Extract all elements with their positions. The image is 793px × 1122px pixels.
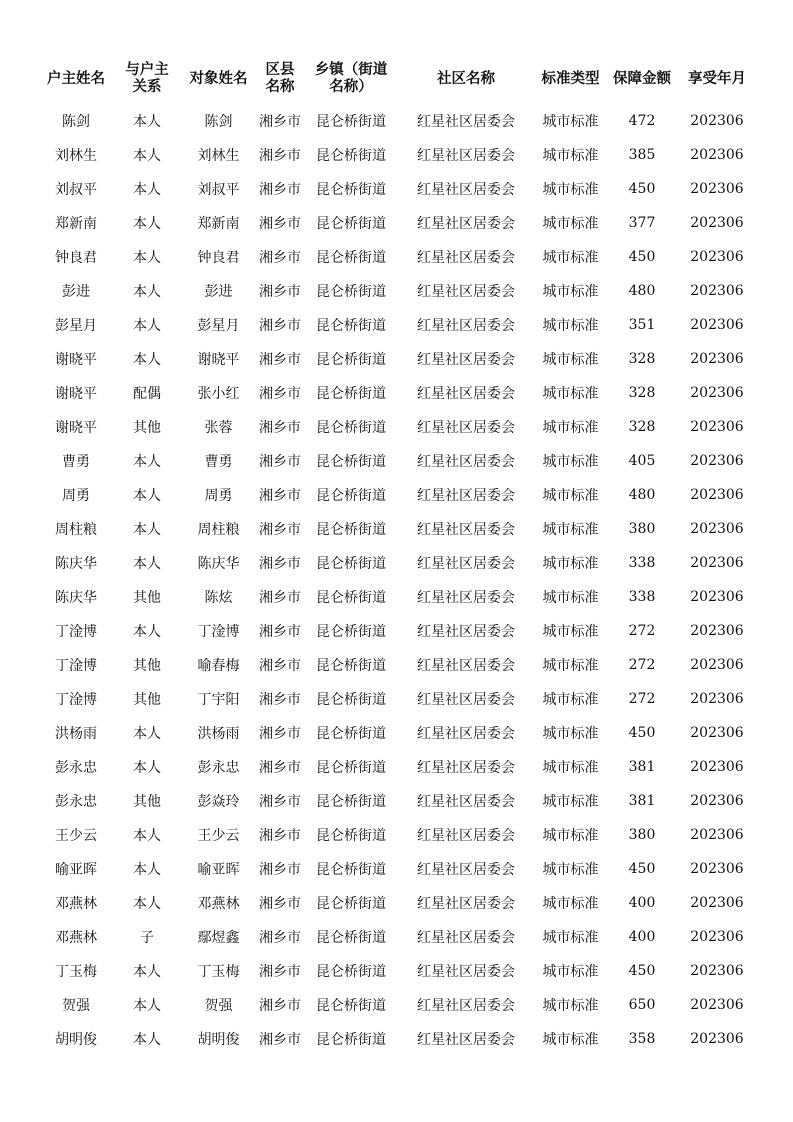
table-row: [40, 206, 756, 240]
cell-county: 湘乡市: [259, 760, 301, 776]
cell-standard-type: 城市标准: [542, 488, 599, 504]
table-row: [40, 512, 756, 546]
cell-recipient-name: 丁玉梅: [197, 964, 240, 980]
table-row: [40, 784, 756, 818]
cell-county: 湘乡市: [259, 318, 301, 334]
cell-recipient-name: 王少云: [197, 828, 240, 844]
cell-county: 湘乡市: [259, 658, 301, 674]
cell-recipient-name: 喻亚晖: [197, 862, 240, 878]
cell-standard-type: 城市标准: [542, 386, 599, 402]
cell-township: 昆仑桥街道: [316, 692, 386, 708]
cell-township: 昆仑桥街道: [316, 624, 386, 640]
cell-community: 红星社区居委会: [417, 250, 515, 266]
cell-recipient-name: 钟良君: [197, 250, 240, 266]
cell-householder-name: 彭永忠: [55, 760, 97, 776]
cell-township: 昆仑桥街道: [316, 284, 386, 300]
header-period: 享受年月: [688, 70, 746, 87]
table-row: [40, 546, 756, 580]
cell-township: 昆仑桥街道: [316, 114, 386, 130]
cell-householder-name: 陈庆华: [55, 590, 97, 606]
cell-amount: 450: [628, 181, 656, 197]
cell-householder-name: 谢晓平: [55, 352, 97, 368]
cell-amount: 385: [628, 147, 656, 163]
cell-relation: 本人: [133, 182, 161, 198]
cell-period: 202306: [690, 589, 744, 605]
cell-relation: 本人: [133, 998, 161, 1014]
cell-community: 红星社区居委会: [417, 794, 515, 810]
cell-county: 湘乡市: [259, 726, 301, 742]
cell-householder-name: 谢晓平: [55, 386, 97, 402]
cell-township: 昆仑桥街道: [316, 1032, 386, 1048]
cell-standard-type: 城市标准: [542, 352, 599, 368]
cell-township: 昆仑桥街道: [316, 318, 386, 334]
cell-period: 202306: [690, 725, 744, 741]
cell-householder-name: 谢晓平: [55, 420, 97, 436]
cell-relation: 配偶: [133, 386, 161, 402]
header-township: 乡镇（街道 名称）: [314, 62, 388, 95]
cell-county: 湘乡市: [259, 556, 301, 572]
cell-relation: 本人: [133, 1032, 161, 1048]
cell-period: 202306: [690, 521, 744, 537]
cell-township: 昆仑桥街道: [316, 658, 386, 674]
table-row: [40, 852, 756, 886]
cell-householder-name: 周勇: [62, 488, 90, 504]
cell-relation: 其他: [133, 590, 161, 606]
cell-township: 昆仑桥街道: [316, 216, 386, 232]
cell-township: 昆仑桥街道: [316, 964, 386, 980]
cell-period: 202306: [690, 351, 744, 367]
cell-recipient-name: 鄢煜鑫: [197, 930, 240, 946]
cell-period: 202306: [690, 113, 744, 129]
cell-period: 202306: [690, 793, 744, 809]
cell-householder-name: 刘林生: [55, 148, 97, 164]
header-householder-name: 户主姓名: [47, 70, 105, 87]
table-row: [40, 1022, 756, 1056]
cell-township: 昆仑桥街道: [316, 726, 386, 742]
header-county: 区县 名称: [265, 62, 295, 95]
cell-township: 昆仑桥街道: [316, 760, 386, 776]
table-row: [40, 240, 756, 274]
cell-relation: 子: [140, 930, 154, 946]
cell-standard-type: 城市标准: [542, 556, 599, 572]
cell-householder-name: 邓燕林: [55, 896, 97, 912]
cell-period: 202306: [690, 997, 744, 1013]
cell-householder-name: 陈庆华: [55, 556, 97, 572]
cell-amount: 338: [628, 589, 656, 605]
cell-community: 红星社区居委会: [417, 556, 515, 572]
cell-recipient-name: 丁宇阳: [197, 692, 240, 708]
cell-relation: 本人: [133, 760, 161, 776]
cell-period: 202306: [690, 215, 744, 231]
cell-community: 红星社区居委会: [417, 386, 515, 402]
table-row: [40, 886, 756, 920]
cell-standard-type: 城市标准: [542, 590, 599, 606]
cell-amount: 328: [628, 351, 656, 367]
table-row: [40, 342, 756, 376]
cell-householder-name: 贺强: [62, 998, 90, 1014]
cell-community: 红星社区居委会: [417, 1032, 515, 1048]
cell-amount: 328: [628, 385, 656, 401]
cell-amount: 381: [628, 759, 656, 775]
header-relation: 与户主 关系: [125, 62, 169, 95]
cell-period: 202306: [690, 759, 744, 775]
header-standard-type: 标准类型: [541, 70, 600, 87]
cell-period: 202306: [690, 657, 744, 673]
cell-amount: 358: [628, 1031, 656, 1047]
cell-householder-name: 钟良君: [55, 250, 97, 266]
cell-amount: 480: [628, 283, 656, 299]
cell-period: 202306: [690, 385, 744, 401]
table-row: [40, 920, 756, 954]
cell-township: 昆仑桥街道: [316, 250, 386, 266]
cell-amount: 450: [628, 861, 656, 877]
cell-township: 昆仑桥街道: [316, 590, 386, 606]
cell-township: 昆仑桥街道: [316, 828, 386, 844]
cell-period: 202306: [690, 453, 744, 469]
cell-relation: 本人: [133, 624, 161, 640]
cell-relation: 本人: [133, 964, 161, 980]
cell-county: 湘乡市: [259, 930, 301, 946]
cell-standard-type: 城市标准: [542, 692, 599, 708]
cell-period: 202306: [690, 963, 744, 979]
cell-recipient-name: 胡明俊: [197, 1032, 240, 1048]
cell-relation: 本人: [133, 726, 161, 742]
cell-householder-name: 彭进: [62, 284, 90, 300]
cell-county: 湘乡市: [259, 420, 301, 436]
cell-recipient-name: 周勇: [204, 488, 233, 504]
cell-amount: 351: [628, 317, 656, 333]
cell-recipient-name: 刘林生: [197, 148, 240, 164]
cell-community: 红星社区居委会: [417, 522, 515, 538]
cell-recipient-name: 丁淦博: [197, 624, 240, 640]
cell-community: 红星社区居委会: [417, 284, 515, 300]
table-row: [40, 580, 756, 614]
cell-standard-type: 城市标准: [542, 420, 599, 436]
cell-period: 202306: [690, 487, 744, 503]
cell-relation: 其他: [133, 692, 161, 708]
cell-recipient-name: 郑新南: [197, 216, 240, 232]
cell-relation: 本人: [133, 862, 161, 878]
table-row: [40, 648, 756, 682]
cell-community: 红星社区居委会: [417, 624, 515, 640]
table-row: [40, 954, 756, 988]
cell-householder-name: 王少云: [55, 828, 97, 844]
cell-relation: 本人: [133, 828, 161, 844]
cell-county: 湘乡市: [259, 182, 301, 198]
cell-community: 红星社区居委会: [417, 488, 515, 504]
cell-relation: 其他: [133, 658, 161, 674]
cell-community: 红星社区居委会: [417, 692, 515, 708]
cell-period: 202306: [690, 249, 744, 265]
cell-county: 湘乡市: [259, 1032, 301, 1048]
cell-householder-name: 丁淦博: [55, 692, 97, 708]
cell-standard-type: 城市标准: [542, 828, 599, 844]
cell-standard-type: 城市标准: [542, 114, 599, 130]
table-row: [40, 274, 756, 308]
cell-amount: 480: [628, 487, 656, 503]
cell-period: 202306: [690, 1031, 744, 1047]
cell-county: 湘乡市: [259, 148, 301, 164]
cell-householder-name: 邓燕林: [55, 930, 97, 946]
cell-relation: 本人: [133, 896, 161, 912]
cell-period: 202306: [690, 181, 744, 197]
cell-householder-name: 喻亚晖: [55, 862, 97, 878]
cell-householder-name: 郑新南: [55, 216, 97, 232]
cell-householder-name: 曹勇: [62, 454, 90, 470]
table-row: [40, 988, 756, 1022]
cell-period: 202306: [690, 317, 744, 333]
cell-community: 红星社区居委会: [417, 420, 515, 436]
cell-township: 昆仑桥街道: [316, 930, 386, 946]
table-row: [40, 138, 756, 172]
header-amount: 保障金额: [613, 70, 671, 87]
cell-community: 红星社区居委会: [417, 454, 515, 470]
cell-county: 湘乡市: [259, 488, 301, 504]
cell-recipient-name: 刘叔平: [197, 182, 240, 198]
cell-standard-type: 城市标准: [542, 284, 599, 300]
cell-county: 湘乡市: [259, 794, 301, 810]
cell-standard-type: 城市标准: [542, 726, 599, 742]
cell-period: 202306: [690, 895, 744, 911]
cell-householder-name: 洪杨雨: [55, 726, 97, 742]
cell-amount: 400: [628, 895, 656, 911]
cell-householder-name: 陈剑: [62, 114, 90, 130]
cell-amount: 272: [628, 691, 656, 707]
table-row: [40, 104, 756, 138]
cell-householder-name: 彭永忠: [55, 794, 97, 810]
cell-county: 湘乡市: [259, 216, 301, 232]
cell-amount: 400: [628, 929, 656, 945]
cell-recipient-name: 彭星月: [197, 318, 240, 334]
table-row: [40, 410, 756, 444]
cell-householder-name: 彭星月: [55, 318, 97, 334]
cell-period: 202306: [690, 623, 744, 639]
cell-community: 红星社区居委会: [417, 352, 515, 368]
cell-standard-type: 城市标准: [542, 216, 599, 232]
cell-community: 红星社区居委会: [417, 760, 515, 776]
cell-amount: 380: [628, 521, 656, 537]
cell-relation: 本人: [133, 216, 161, 232]
cell-amount: 650: [628, 997, 656, 1013]
cell-recipient-name: 谢晓平: [197, 352, 240, 368]
cell-county: 湘乡市: [259, 114, 301, 130]
cell-relation: 本人: [133, 114, 161, 130]
table-row: [40, 818, 756, 852]
cell-township: 昆仑桥街道: [316, 454, 386, 470]
table-row: [40, 308, 756, 342]
cell-period: 202306: [690, 861, 744, 877]
cell-recipient-name: 张小红: [197, 386, 240, 402]
cell-period: 202306: [690, 419, 744, 435]
cell-standard-type: 城市标准: [542, 318, 599, 334]
cell-relation: 本人: [133, 454, 161, 470]
cell-township: 昆仑桥街道: [316, 998, 386, 1014]
cell-standard-type: 城市标准: [542, 148, 599, 164]
cell-amount: 405: [628, 453, 656, 469]
table-row: [40, 614, 756, 648]
cell-recipient-name: 喻春梅: [197, 658, 240, 674]
cell-county: 湘乡市: [259, 692, 301, 708]
header-community: 社区名称: [437, 70, 495, 87]
cell-householder-name: 刘叔平: [55, 182, 97, 198]
cell-standard-type: 城市标准: [542, 964, 599, 980]
cell-recipient-name: 彭焱玲: [197, 794, 240, 810]
cell-county: 湘乡市: [259, 964, 301, 980]
cell-standard-type: 城市标准: [542, 760, 599, 776]
cell-county: 湘乡市: [259, 352, 301, 368]
cell-period: 202306: [690, 827, 744, 843]
cell-recipient-name: 周柱粮: [197, 522, 240, 538]
cell-township: 昆仑桥街道: [316, 420, 386, 436]
cell-period: 202306: [690, 929, 744, 945]
cell-relation: 其他: [133, 420, 161, 436]
cell-amount: 450: [628, 249, 656, 265]
cell-period: 202306: [690, 147, 744, 163]
cell-period: 202306: [690, 691, 744, 707]
cell-community: 红星社区居委会: [417, 216, 515, 232]
cell-township: 昆仑桥街道: [316, 794, 386, 810]
cell-householder-name: 丁玉梅: [55, 964, 97, 980]
cell-standard-type: 城市标准: [542, 794, 599, 810]
cell-township: 昆仑桥街道: [316, 386, 386, 402]
cell-relation: 本人: [133, 488, 161, 504]
cell-county: 湘乡市: [259, 284, 301, 300]
table-row: [40, 172, 756, 206]
header-recipient-name: 对象姓名: [189, 70, 248, 87]
cell-township: 昆仑桥街道: [316, 148, 386, 164]
cell-relation: 本人: [133, 284, 161, 300]
table-body: [40, 104, 756, 1056]
cell-relation: 本人: [133, 352, 161, 368]
cell-relation: 本人: [133, 250, 161, 266]
table-row: [40, 682, 756, 716]
cell-amount: 450: [628, 963, 656, 979]
table-row: [40, 716, 756, 750]
cell-township: 昆仑桥街道: [316, 896, 386, 912]
cell-community: 红星社区居委会: [417, 148, 515, 164]
cell-township: 昆仑桥街道: [316, 488, 386, 504]
cell-standard-type: 城市标准: [542, 862, 599, 878]
cell-householder-name: 丁淦博: [55, 624, 97, 640]
cell-community: 红星社区居委会: [417, 590, 515, 606]
cell-township: 昆仑桥街道: [316, 352, 386, 368]
cell-relation: 本人: [133, 148, 161, 164]
table-row: [40, 478, 756, 512]
cell-amount: 328: [628, 419, 656, 435]
cell-county: 湘乡市: [259, 862, 301, 878]
cell-relation: 本人: [133, 318, 161, 334]
cell-relation: 其他: [133, 794, 161, 810]
header-row: [40, 54, 756, 104]
cell-recipient-name: 张蓉: [204, 420, 233, 436]
cell-standard-type: 城市标准: [542, 658, 599, 674]
cell-township: 昆仑桥街道: [316, 182, 386, 198]
cell-standard-type: 城市标准: [542, 896, 599, 912]
cell-community: 红星社区居委会: [417, 896, 515, 912]
cell-county: 湘乡市: [259, 454, 301, 470]
cell-community: 红星社区居委会: [417, 726, 515, 742]
cell-amount: 450: [628, 725, 656, 741]
cell-recipient-name: 洪杨雨: [197, 726, 240, 742]
cell-standard-type: 城市标准: [542, 454, 599, 470]
cell-community: 红星社区居委会: [417, 182, 515, 198]
cell-amount: 338: [628, 555, 656, 571]
cell-period: 202306: [690, 555, 744, 571]
cell-community: 红星社区居委会: [417, 828, 515, 844]
table-row: [40, 376, 756, 410]
cell-county: 湘乡市: [259, 998, 301, 1014]
cell-county: 湘乡市: [259, 386, 301, 402]
cell-standard-type: 城市标准: [542, 930, 599, 946]
cell-recipient-name: 邓燕林: [197, 896, 240, 912]
cell-community: 红星社区居委会: [417, 318, 515, 334]
cell-county: 湘乡市: [259, 590, 301, 606]
cell-amount: 272: [628, 623, 656, 639]
cell-householder-name: 周柱粮: [55, 522, 97, 538]
cell-county: 湘乡市: [259, 896, 301, 912]
cell-standard-type: 城市标准: [542, 522, 599, 538]
cell-standard-type: 城市标准: [542, 998, 599, 1014]
cell-amount: 472: [628, 113, 656, 129]
table-row: [40, 750, 756, 784]
cell-county: 湘乡市: [259, 828, 301, 844]
cell-amount: 381: [628, 793, 656, 809]
cell-community: 红星社区居委会: [417, 862, 515, 878]
cell-township: 昆仑桥街道: [316, 862, 386, 878]
cell-township: 昆仑桥街道: [316, 556, 386, 572]
cell-amount: 377: [628, 215, 656, 231]
cell-community: 红星社区居委会: [417, 658, 515, 674]
cell-relation: 本人: [133, 522, 161, 538]
cell-recipient-name: 陈炫: [204, 590, 233, 606]
cell-recipient-name: 陈剑: [204, 114, 233, 130]
cell-standard-type: 城市标准: [542, 1032, 599, 1048]
cell-amount: 380: [628, 827, 656, 843]
cell-community: 红星社区居委会: [417, 998, 515, 1014]
cell-county: 湘乡市: [259, 624, 301, 640]
cell-recipient-name: 贺强: [204, 998, 233, 1014]
cell-community: 红星社区居委会: [417, 930, 515, 946]
cell-householder-name: 胡明俊: [55, 1032, 97, 1048]
table-row: [40, 444, 756, 478]
cell-township: 昆仑桥街道: [316, 522, 386, 538]
cell-recipient-name: 彭永忠: [197, 760, 240, 776]
cell-recipient-name: 曹勇: [204, 454, 233, 470]
subsidy-roster-table: [40, 54, 756, 1056]
cell-standard-type: 城市标准: [542, 250, 599, 266]
cell-recipient-name: 陈庆华: [197, 556, 240, 572]
cell-community: 红星社区居委会: [417, 114, 515, 130]
cell-amount: 272: [628, 657, 656, 673]
cell-householder-name: 丁淦博: [55, 658, 97, 674]
cell-county: 湘乡市: [259, 250, 301, 266]
cell-standard-type: 城市标准: [542, 624, 599, 640]
cell-community: 红星社区居委会: [417, 964, 515, 980]
cell-recipient-name: 彭进: [204, 284, 233, 300]
cell-period: 202306: [690, 283, 744, 299]
cell-standard-type: 城市标准: [542, 182, 599, 198]
cell-county: 湘乡市: [259, 522, 301, 538]
cell-relation: 本人: [133, 556, 161, 572]
